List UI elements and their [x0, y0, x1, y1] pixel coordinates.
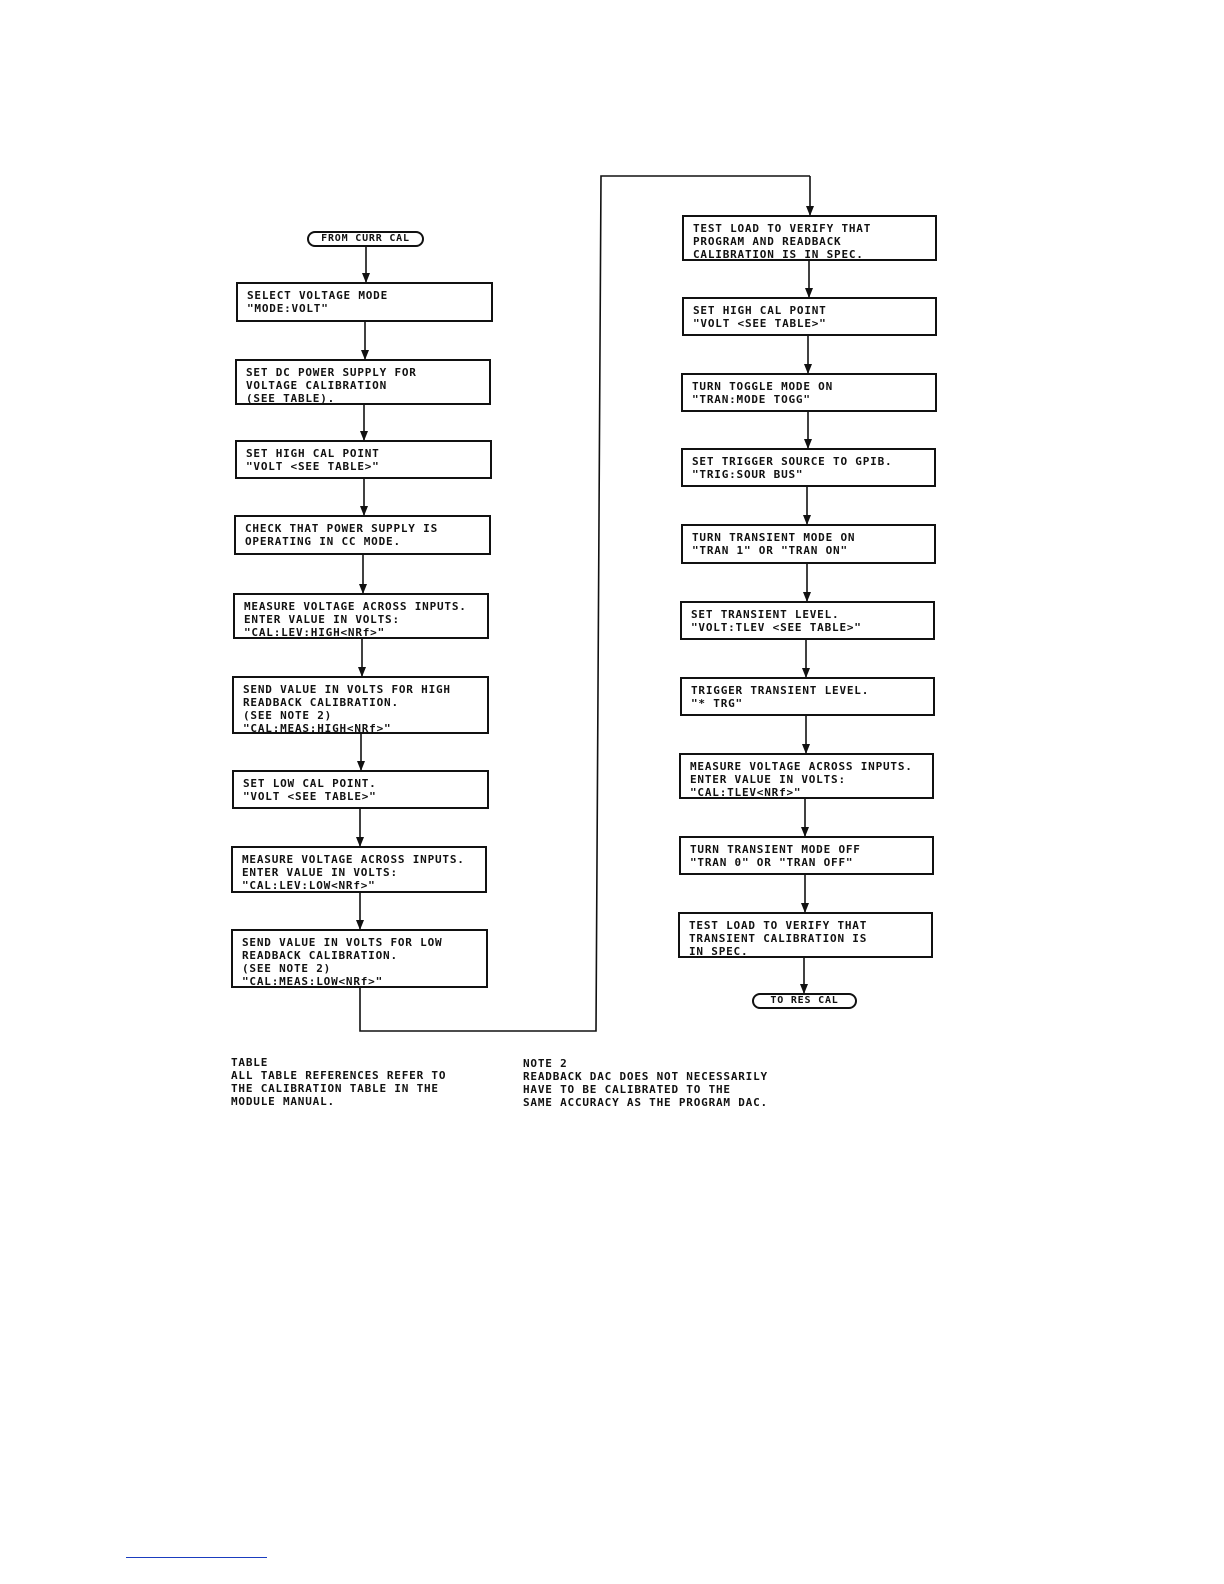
note-line: SAME ACCURACY AS THE PROGRAM DAC. — [523, 1096, 768, 1109]
step-line: "CAL:LEV:HIGH<NRf>" — [244, 626, 386, 639]
step-line: SEND VALUE IN VOLTS FOR HIGH — [243, 683, 451, 696]
step-line: SET TRIGGER SOURCE TO GPIB. — [692, 455, 893, 468]
footer-rule — [126, 1557, 267, 1558]
step-line: TRANSIENT CALIBRATION IS — [689, 932, 868, 945]
note-2 — [523, 1057, 768, 1109]
step-trigger-transient-level — [680, 677, 935, 716]
step-line: "TRIG:SOUR BUS" — [692, 468, 804, 481]
note-line: READBACK DAC DOES NOT NECESSARILY — [523, 1070, 768, 1083]
step-turn-transient-mode-off — [679, 836, 934, 875]
step-set-high-cal-point — [235, 440, 492, 479]
step-select-voltage-mode — [236, 282, 493, 322]
step-line: CALIBRATION IS IN SPEC. — [693, 248, 864, 261]
step-line: SET HIGH CAL POINT — [246, 447, 380, 460]
note-line: THE CALIBRATION TABLE IN THE — [231, 1082, 439, 1095]
step-line: TURN TRANSIENT MODE ON — [692, 531, 856, 544]
step-line: "TRAN 1" OR "TRAN ON" — [692, 544, 848, 557]
step-line: MEASURE VOLTAGE ACROSS INPUTS. — [244, 600, 467, 613]
step-line: SET DC POWER SUPPLY FOR — [246, 366, 417, 379]
step-line: READBACK CALIBRATION. — [243, 696, 399, 709]
step-measure-voltage-transient — [679, 753, 934, 799]
step-line: MEASURE VOLTAGE ACROSS INPUTS. — [690, 760, 913, 773]
step-send-high-readback — [232, 676, 489, 734]
step-line: (SEE NOTE 2) — [242, 962, 332, 975]
end-terminal: TO RES CAL — [752, 993, 857, 1009]
start-terminal: FROM CURR CAL — [307, 231, 424, 247]
step-line: TEST LOAD TO VERIFY THAT — [689, 919, 868, 932]
step-test-load-transient — [678, 912, 933, 958]
step-line: SELECT VOLTAGE MODE — [247, 289, 389, 302]
step-line: "CAL:MEAS:HIGH<NRf>" — [243, 722, 392, 734]
step-line: IN SPEC. — [689, 945, 749, 958]
step-measure-voltage-low — [231, 846, 487, 893]
step-line: PROGRAM AND READBACK — [693, 235, 842, 248]
step-set-high-cal-point-transient — [682, 297, 937, 336]
note-line: NOTE 2 — [523, 1057, 568, 1070]
step-line: SET HIGH CAL POINT — [693, 304, 827, 317]
step-line: "MODE:VOLT" — [247, 302, 329, 315]
step-line: "CAL:LEV:LOW<NRf>" — [242, 879, 376, 892]
step-line: "VOLT <SEE TABLE>" — [246, 460, 380, 473]
step-line: VOLTAGE CALIBRATION — [246, 379, 388, 392]
step-line: "TRAN:MODE TOGG" — [692, 393, 811, 406]
step-line: "VOLT:TLEV <SEE TABLE>" — [691, 621, 862, 634]
step-line: SET LOW CAL POINT. — [243, 777, 377, 790]
step-set-transient-level — [680, 601, 935, 640]
step-line: TEST LOAD TO VERIFY THAT — [693, 222, 872, 235]
step-set-low-cal-point — [232, 770, 489, 809]
note-line: ALL TABLE REFERENCES REFER TO — [231, 1069, 447, 1082]
step-send-low-readback — [231, 929, 488, 988]
step-turn-transient-mode-on — [681, 524, 936, 564]
step-line: ENTER VALUE IN VOLTS: — [244, 613, 400, 626]
note-line: HAVE TO BE CALIBRATED TO THE — [523, 1083, 731, 1096]
step-line: (SEE NOTE 2) — [243, 709, 333, 722]
step-turn-toggle-mode-on — [681, 373, 937, 412]
step-line: ENTER VALUE IN VOLTS: — [242, 866, 398, 879]
step-line: CHECK THAT POWER SUPPLY IS — [245, 522, 438, 535]
step-line: SET TRANSIENT LEVEL. — [691, 608, 840, 621]
step-line: SEND VALUE IN VOLTS FOR LOW — [242, 936, 443, 949]
step-line: MEASURE VOLTAGE ACROSS INPUTS. — [242, 853, 465, 866]
step-line: "VOLT <SEE TABLE>" — [693, 317, 827, 330]
note-line: TABLE — [231, 1056, 269, 1069]
step-line: OPERATING IN CC MODE. — [245, 535, 401, 548]
step-line: "CAL:TLEV<NRf>" — [690, 786, 802, 799]
step-line: TURN TOGGLE MODE ON — [692, 380, 834, 393]
step-line: "TRAN 0" OR "TRAN OFF" — [690, 856, 854, 869]
step-set-trigger-source — [681, 448, 936, 487]
step-set-dc-power-supply — [235, 359, 491, 405]
step-check-cc-mode — [234, 515, 491, 555]
step-test-load-program-readback — [682, 215, 937, 261]
step-line: TRIGGER TRANSIENT LEVEL. — [691, 684, 870, 697]
step-line: "* TRG" — [691, 697, 743, 710]
table-note — [231, 1056, 446, 1108]
step-line: READBACK CALIBRATION. — [242, 949, 398, 962]
note-line: MODULE MANUAL. — [231, 1095, 335, 1108]
step-measure-voltage-high — [233, 593, 489, 639]
step-line: (SEE TABLE). — [246, 392, 336, 405]
step-line: "VOLT <SEE TABLE>" — [243, 790, 377, 803]
step-line: ENTER VALUE IN VOLTS: — [690, 773, 846, 786]
step-line: "CAL:MEAS:LOW<NRf>" — [242, 975, 384, 988]
step-line: TURN TRANSIENT MODE OFF — [690, 843, 861, 856]
